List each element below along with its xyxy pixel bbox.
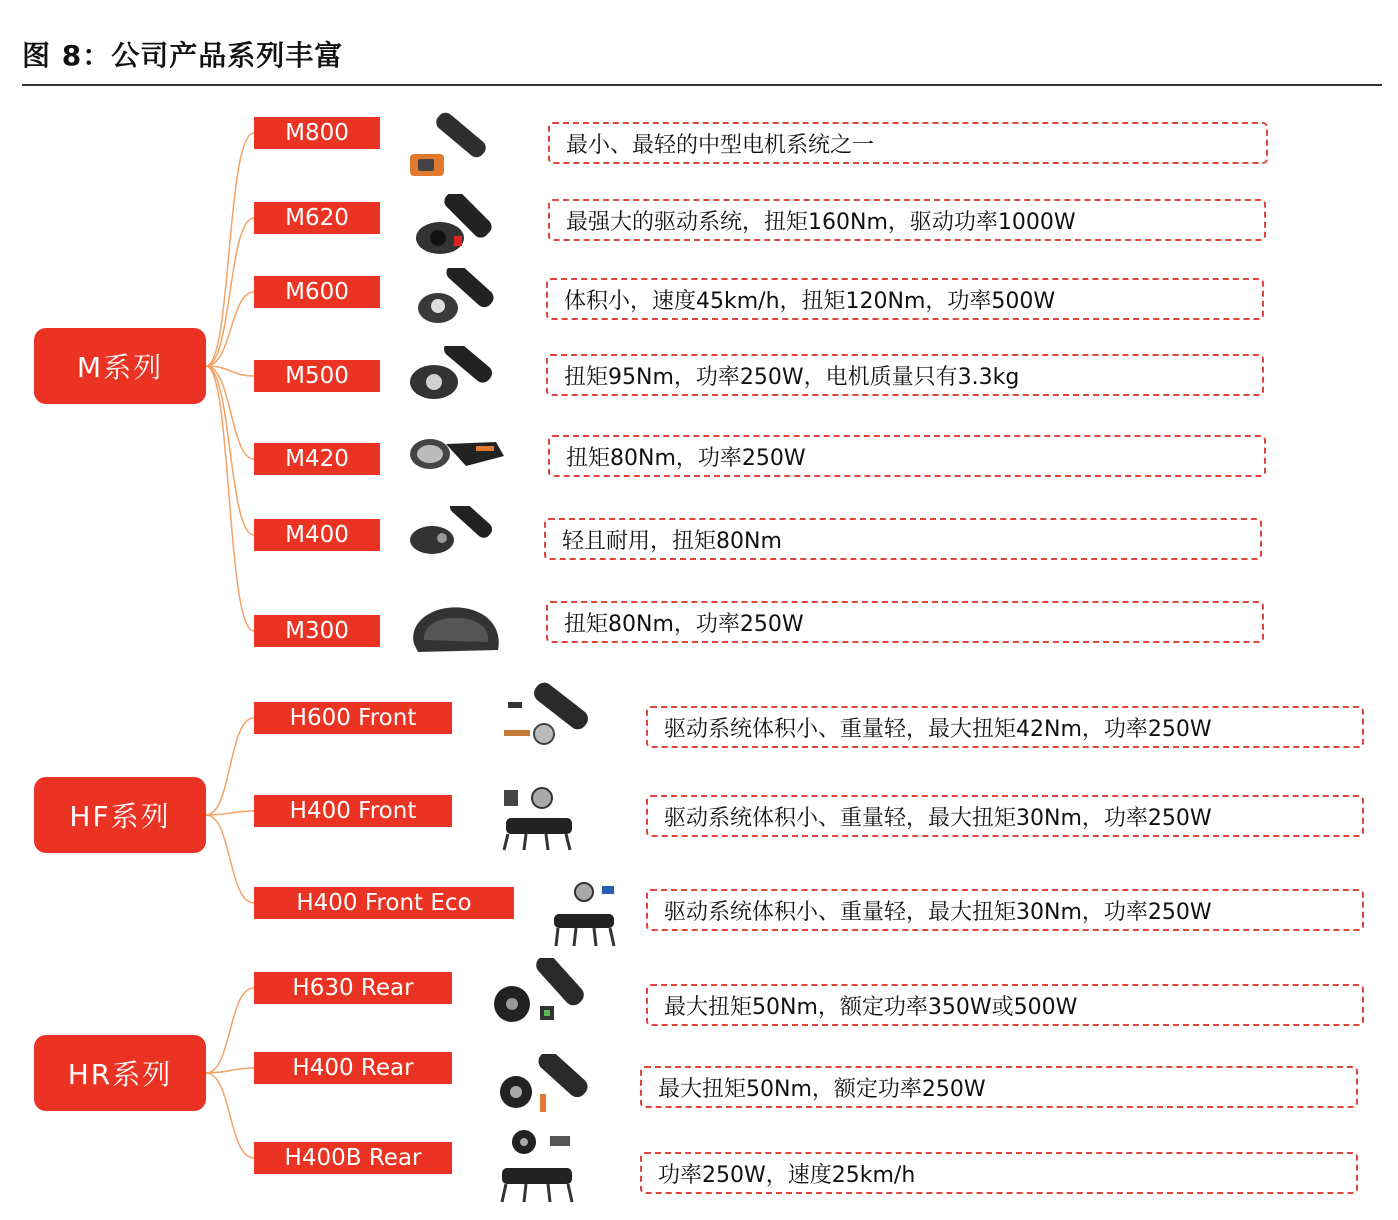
desc-h600-front: 驱动系统体积小、重量轻，最大扭矩42Nm，功率250W (646, 706, 1364, 748)
model-m600: M600 (254, 276, 380, 308)
desc-h630-rear: 最大扭矩50Nm，额定功率350W或500W (646, 984, 1364, 1026)
desc-m600: 体积小，速度45km/h，扭矩120Nm，功率500W (546, 278, 1264, 320)
product-image-m800 (406, 112, 498, 184)
product-image-m420 (406, 432, 506, 478)
desc-h400-front: 驱动系统体积小、重量轻，最大扭矩30Nm，功率250W (646, 795, 1364, 837)
product-image-h400-rear (490, 1054, 590, 1116)
desc-h400b-rear: 功率250W，速度25km/h (640, 1152, 1358, 1194)
product-image-m400 (406, 506, 496, 558)
model-h600-front: H600 Front (254, 702, 452, 734)
connector-m600 (206, 292, 254, 366)
product-image-h630-rear (484, 958, 592, 1030)
product-image-m620 (410, 194, 498, 260)
connector-m300 (206, 366, 254, 631)
series-hf: HF系列 (34, 777, 206, 853)
product-image-h400-front (496, 782, 580, 852)
desc-m500: 扭矩95Nm，功率250W，电机质量只有3.3kg (546, 354, 1264, 396)
connector-h400-front-eco (206, 815, 254, 903)
product-image-m600 (410, 268, 498, 330)
model-h400-front-eco: H400 Front Eco (254, 887, 514, 919)
product-image-h400b-rear (494, 1126, 582, 1204)
desc-m300: 扭矩80Nm，功率250W (546, 601, 1264, 643)
product-image-m300 (406, 600, 502, 658)
desc-h400-rear: 最大扭矩50Nm，额定功率250W (640, 1066, 1358, 1108)
model-m500: M500 (254, 360, 380, 392)
model-m400: M400 (254, 519, 380, 551)
desc-h400-front-eco: 驱动系统体积小、重量轻，最大扭矩30Nm，功率250W (646, 889, 1364, 931)
model-h400-rear: H400 Rear (254, 1052, 452, 1084)
model-m620: M620 (254, 202, 380, 234)
product-image-h400-front-eco (548, 876, 620, 948)
desc-m420: 扭矩80Nm，功率250W (548, 435, 1266, 477)
series-m: M系列 (34, 328, 206, 404)
desc-m620: 最强大的驱动系统，扭矩160Nm，驱动功率1000W (548, 199, 1266, 241)
connector-h600-front (206, 718, 254, 815)
product-image-m500 (406, 346, 498, 406)
model-h400-front: H400 Front (254, 795, 452, 827)
connector-h400b-rear (206, 1073, 254, 1158)
model-h630-rear: H630 Rear (254, 972, 452, 1004)
model-m800: M800 (254, 117, 380, 149)
product-image-h600-front (496, 682, 592, 752)
model-h400b-rear: H400B Rear (254, 1142, 452, 1174)
figure-title: 图 8：公司产品系列丰富 (22, 39, 344, 72)
model-m420: M420 (254, 443, 380, 475)
desc-m400: 轻且耐用，扭矩80Nm (544, 518, 1262, 560)
desc-m800: 最小、最轻的中型电机系统之一 (548, 122, 1268, 164)
connector-h630-rear (206, 988, 254, 1073)
series-hr: HR系列 (34, 1035, 206, 1111)
model-m300: M300 (254, 615, 380, 647)
